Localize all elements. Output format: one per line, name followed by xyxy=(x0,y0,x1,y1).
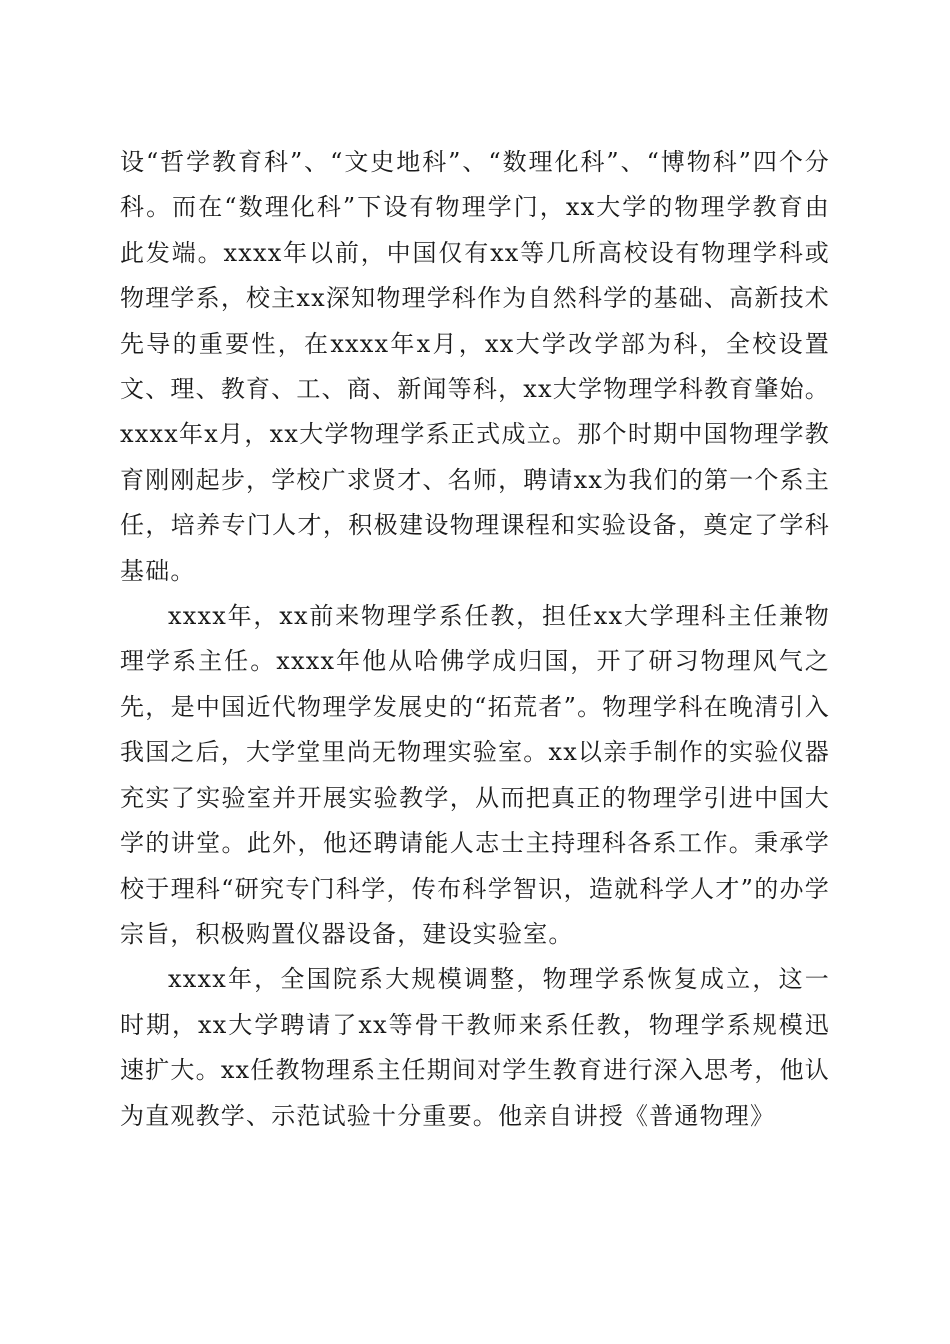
paragraph-2: xxxx年，xx前来物理学系任教，担任xx大学理科主任兼物理学系主任。xxxx年他从哈佛学成归国，开了研习物理风气之先，是中国近代物理学发展史的“拓荒者”。物理学科在晚清引入我国之后，大学堂里尚无物理实验室。xx以亲手制作的实验仪器充实了实验室并开展实验教学，从而把真正的物理学引进中国大学的讲堂。此外，他还聘请能人志士主持理科各系工作。秉承学校于理科“研究专门科学，传布科学智识，造就科学人才”的办学宗旨，积极购置仪器设备，建设实验室。 xyxy=(120,602,830,948)
document-body xyxy=(120,140,830,1139)
paragraph-1: 设“哲学教育科”、“文史地科”、“数理化科”、“博物科”四个分科。而在“数理化科”下设有物理学门，xx大学的物理学教育由此发端。xxxx年以前，中国仅有xx等几所高校设有物理学科或物理学系，校主xx深知物理学科作为自然科学的基础、高新技术先导的重要性，在xxxx年x月，xx大学改学部为科，全校设置文、理、教育、工、商、新闻等科，xx大学物理学科教育肇始。xxxx年x月，xx大学物理学系正式成立。那个时期中国物理学教育刚刚起步，学校广求贤才、名师，聘请xx为我们的第一个系主任，培养专门人才，积极建设物理课程和实验设备，奠定了学科基础。 xyxy=(120,148,830,585)
paragraph-3: xxxx年，全国院系大规模调整，物理学系恢复成立，这一时期，xx大学聘请了xx等骨干教师来系任教，物理学系规模迅速扩大。xx任教物理系主任期间对学生教育进行深入思考，他认为直观教学、示范试验十分重要。他亲自讲授《普通物理》 xyxy=(120,965,830,1130)
